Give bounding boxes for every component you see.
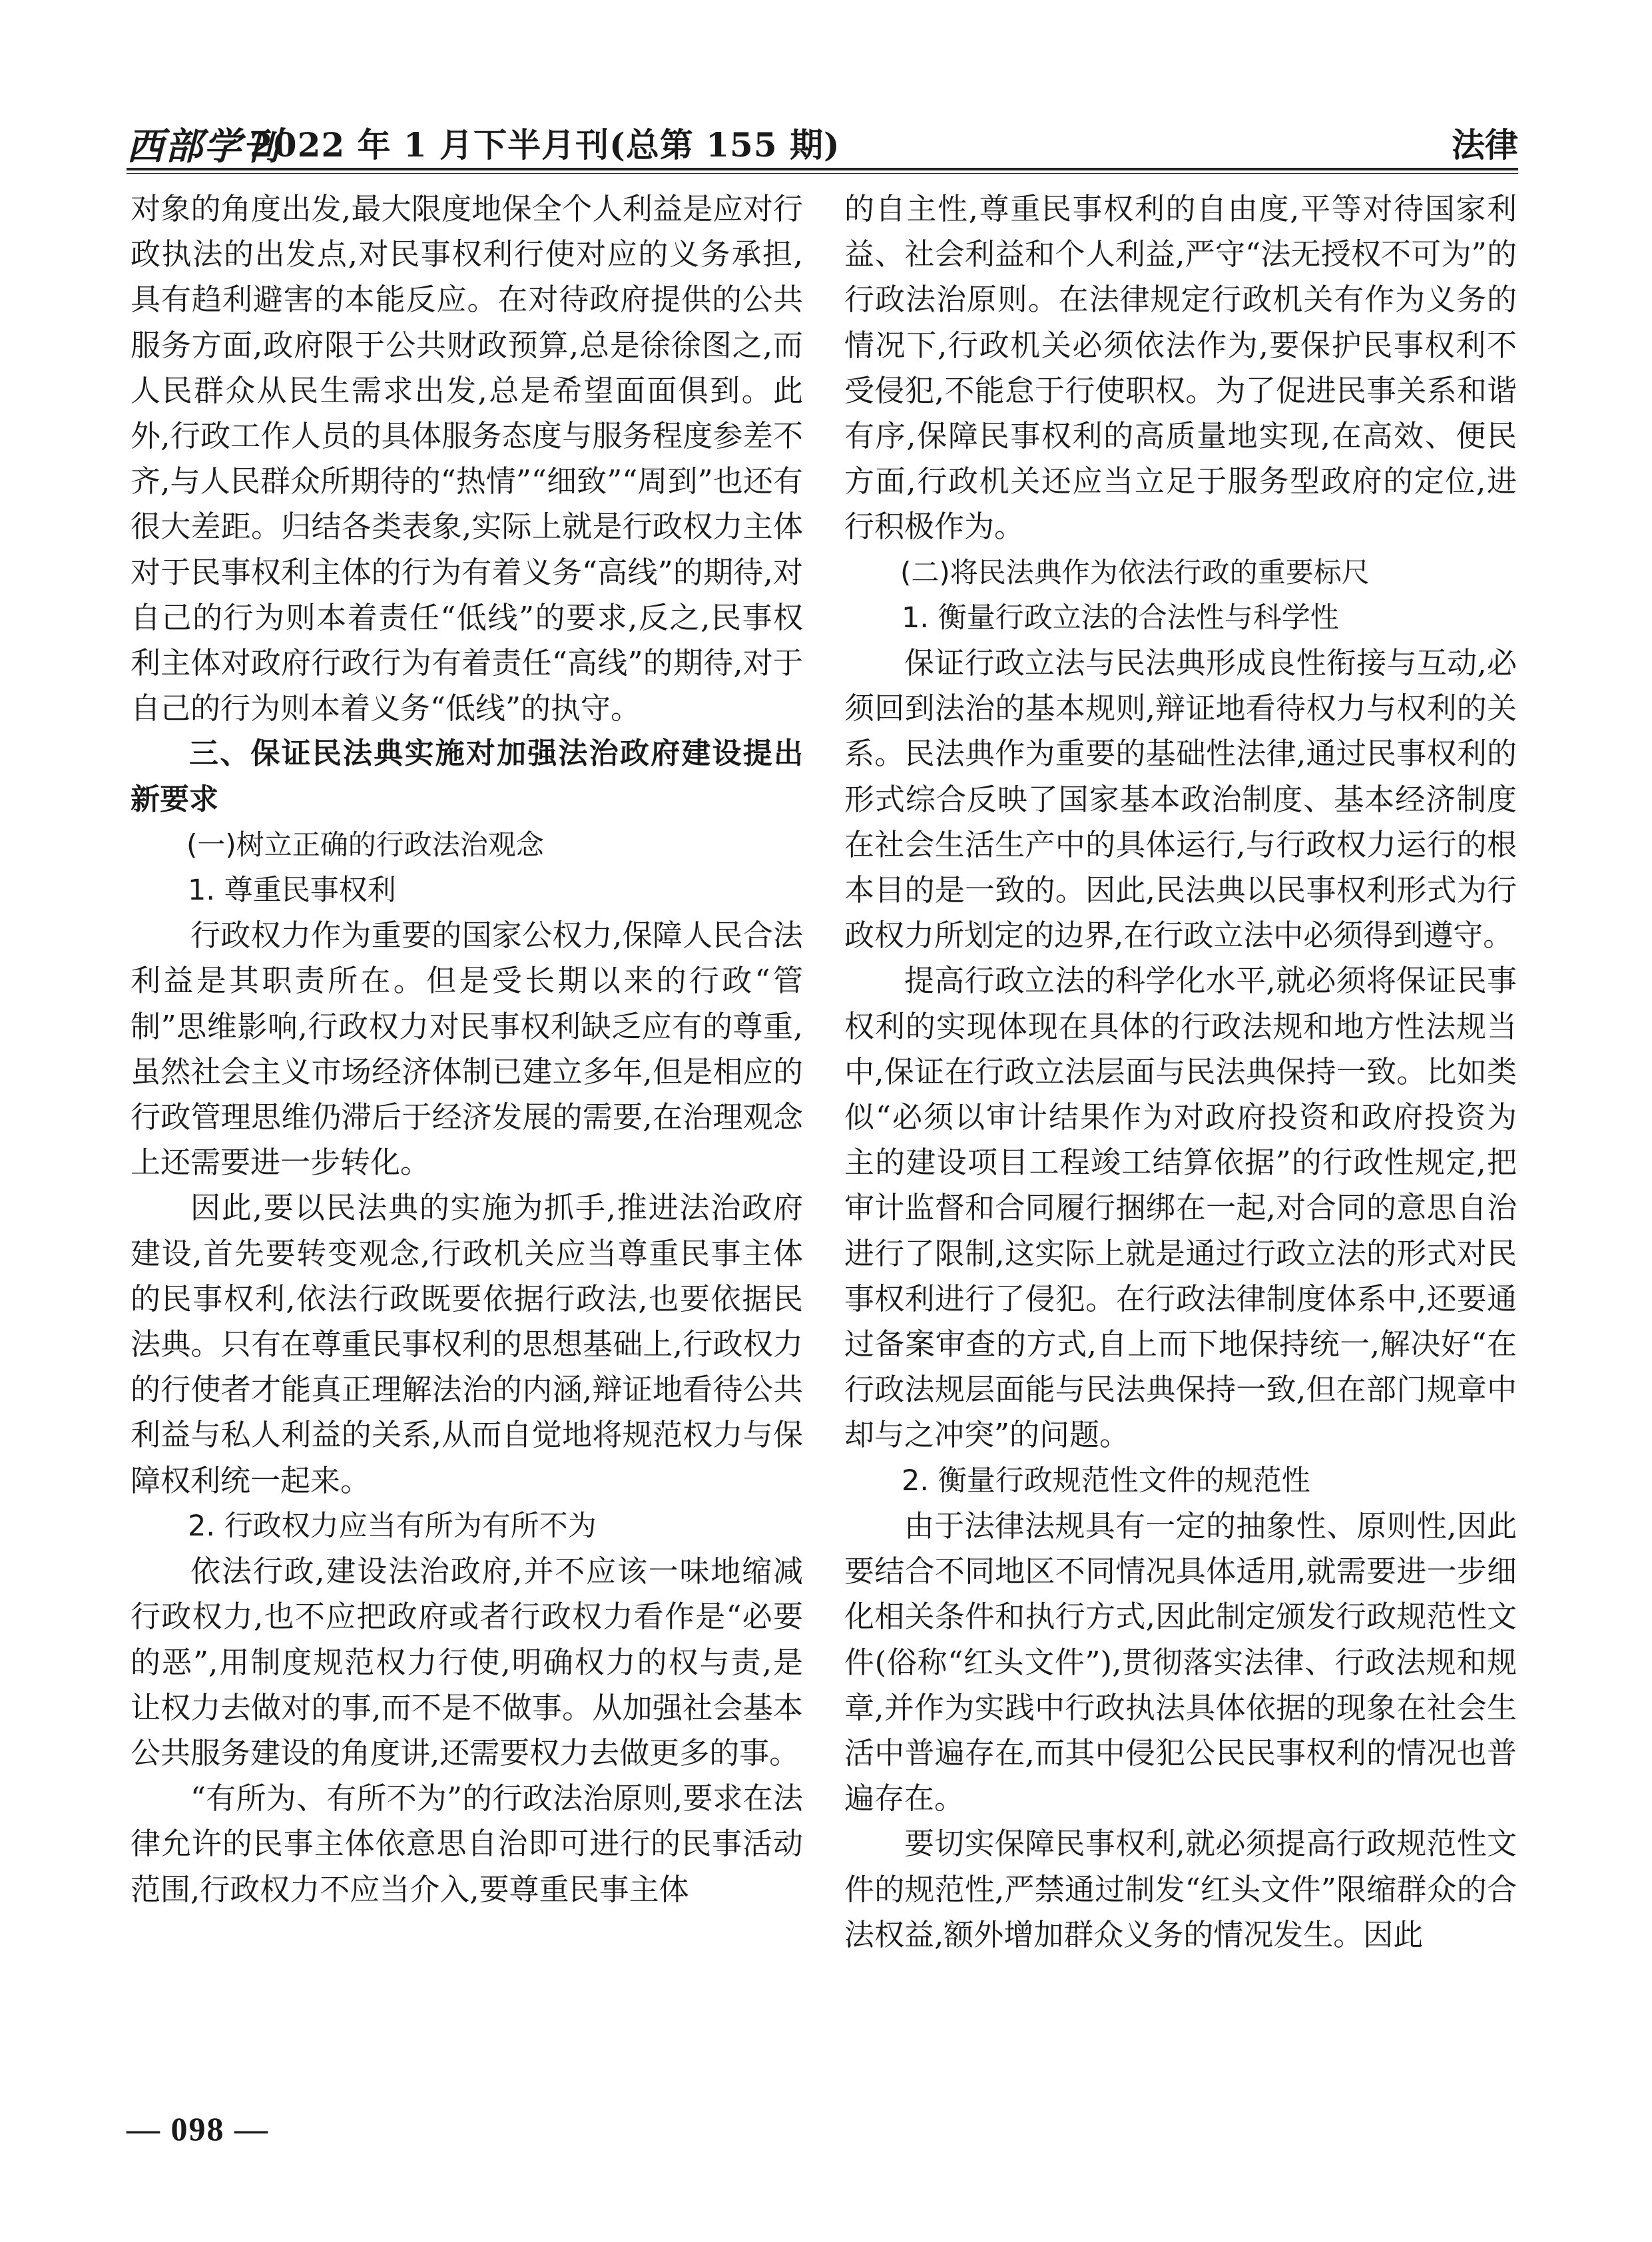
right-column — [844, 186, 1517, 1958]
page-header — [127, 112, 1518, 168]
numbered-heading: 2. 衡量行政规范性文件的规范性 — [902, 1464, 1310, 1498]
page-number: — 098 — — [127, 2110, 269, 2147]
section-title: 法律 — [1452, 125, 1518, 164]
header-rule — [127, 168, 1518, 174]
paragraph: 提高行政立法的科学化水平,就必须将保证民事权利的实现体现在具体的行政法规和地方性法规当中,保证在行政立法层面与民法典保持一致。比如类似“必须以审计结果作为对政府投资和政府投资为主的建设项目工程竣工结算依据”的行政性规定,把审计监督和合同履行捆绑在一起,对合同的意思自治进行了限制,这实际上就是通过行政立法的形式对民事权利进行了侵犯。在行政法律制度体系中,还要通过备案审查的方式,自上而下地保持统一,解决好“在行政法规层面能与民法典保持一致,但在部门规章中却与之冲突”的问题。 — [844, 963, 1517, 1453]
paragraph: 由于法律法规具有一定的抽象性、原则性,因此要结合不同地区不同情况具体适用,就需要进一步细化相关条件和执行方式,因此制定颁发行政规范性文件(俗称“红头文件”),贯彻落实法律、行政法规和规章,并作为实践中行政执法具体依据的现象在社会生活中普遍存在,而其中侵犯公民民事权利的情况也普遍存在。 — [844, 1508, 1517, 1817]
paragraph: 要切实保障民事权利,就必须提高行政规范性文件的规范性,严禁通过制发“红头文件”限缩群众的合法权益,额外增加群众义务的情况发生。因此 — [844, 1826, 1517, 1952]
paragraph: 的自主性,尊重民事权利的自由度,平等对待国家利益、社会利益和个人利益,严守“法无授权不可为”的行政法治原则。在法律规定行政机关有作为义务的情况下,行政机关必须依法作为,要保护民事权利不受侵犯,不能怠于行使职权。为了促进民事关系和谐有序,保障民事权利的高质量地实现,在高效、便民方面,行政机关还应当立足于服务型政府的定位,进行积极作为。 — [844, 191, 1517, 545]
section-heading: 三、保证民法典实施对加强法治政府建设提出新要求 — [131, 736, 803, 816]
subsection-heading: (一)树立正确的行政法治观念 — [186, 828, 544, 861]
paragraph: 因此,要以民法典的实施为抓手,推进法治政府建设,首先要转变观念,行政机关应当尊重民事主体的民事权利,依法行政既要依据行政法,也要依据民法典。只有在尊重民事权利的思想基础上,行政权力的行使者才能真正理解法治的内涵,辩证地看待公共利益与私人利益的关系,从而自觉地将规范权力与保障权利统一起来。 — [131, 1190, 803, 1498]
paragraph: 行政权力作为重要的国家公权力,保障人民合法利益是其职责所在。但是受长期以来的行政“管制”思维影响,行政权力对民事权利缺乏应有的尊重,虽然社会主义市场经济体制已建立多年,但是相应的行政管理思维仍滞后于经济发展的需要,在治理观念上还需要进一步转化。 — [131, 918, 803, 1181]
numbered-heading: 1. 尊重民事权利 — [188, 874, 396, 908]
numbered-heading: 2. 行政权力应当有所为有所不为 — [188, 1509, 597, 1543]
numbered-heading: 1. 衡量行政立法的合法性与科学性 — [902, 601, 1339, 635]
paragraph: 依法行政,建设法治政府,并不应该一味地缩减行政权力,也不应把政府或者行政权力看作是“必要的恶”,用制度规范权力行使,明确权力的权与责,是让权力去做对的事,而不是不做事。从加强社会基本公共服务建设的角度讲,还需要权力去做更多的事。 — [131, 1553, 803, 1771]
paragraph: “有所为、有所不为”的行政法治原则,要求在法律允许的民事主体依意思自治即可进行的民事活动范围,行政权力不应当介入,要尊重民事主体 — [131, 1781, 803, 1907]
issue-info: 2022 年 1 月下半月刊(总第 155 期) — [250, 125, 840, 164]
paragraph: 保证行政立法与民法典形成良性衔接与互动,必须回到法治的基本规则,辩证地看待权力与权利的关系。民法典作为重要的基础性法律,通过民事权利的形式综合反映了国家基本政治制度、基本经济制度在社会生活生产中的具体运行,与行政权力运行的根本目的是一致的。因此,民法典以民事权利形式为行政权力所划定的边界,在行政立法中必须得到遵守。 — [844, 645, 1517, 954]
subsection-heading: (二)将民法典作为依法行政的重要标尺 — [900, 555, 1370, 589]
paragraph: 对象的角度出发,最大限度地保全个人利益是应对行政执法的出发点,对民事权利行使对应的义务承担,具有趋利避害的本能反应。在对待政府提供的公共服务方面,政府限于公共财政预算,总是徐徐图之,而人民群众从民生需求出发,总是希望面面俱到。此外,行政工作人员的具体服务态度与服务程度参差不齐,与人民群众所期待的“热情”“细致”“周到”也还有很大差距。归结各类表象,实际上就是行政权力主体对于民事权利主体的行为有着义务“高线”的期待,对自己的行为则本着责任“低线”的要求,反之,民事权利主体对政府行政行为有着责任“高线”的期待,对于自己的行为则本着义务“低线”的执守。 — [131, 191, 803, 726]
left-column — [131, 186, 803, 1912]
journal-logo: 西部学刊 — [127, 125, 281, 168]
